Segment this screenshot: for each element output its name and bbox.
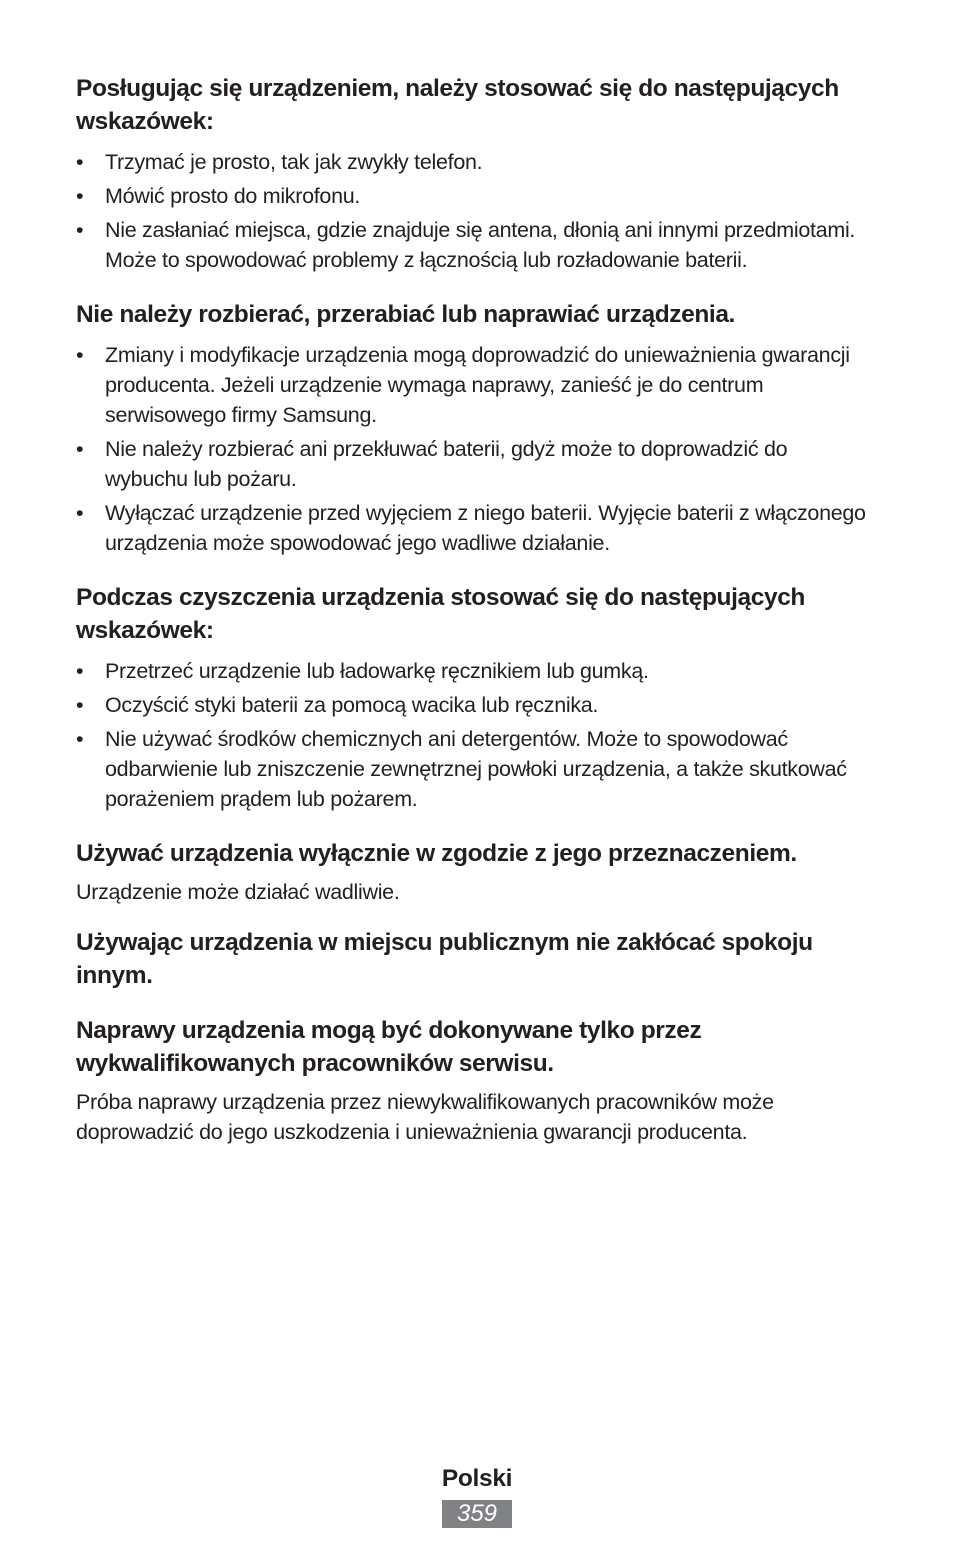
section-heading: Używając urządzenia w miejscu publicznym nie zakłócać spokoju innym. xyxy=(76,929,813,989)
section-public-use xyxy=(76,926,866,992)
bullet-icon: • xyxy=(76,659,84,683)
list-item xyxy=(76,498,866,558)
list-item xyxy=(76,181,866,211)
section-qualified-repair xyxy=(76,1014,866,1147)
list-item-text: Wyłączać urządzenie przed wyjęciem z niego baterii. Wyjęcie baterii z włączonego urządzenia może spowodować jego wadliwe działanie. xyxy=(105,501,866,555)
bullet-icon: • xyxy=(76,501,84,525)
section-heading: Naprawy urządzenia mogą być dokonywane tylko przez wykwalifikowanych pracowników serwisu. xyxy=(76,1017,702,1077)
section-text: Próba naprawy urządzenia przez niewykwalifikowanych pracowników może doprowadzić do jego uszkodzenia i unieważnienia gwarancji producenta. xyxy=(76,1090,774,1144)
list-item xyxy=(76,147,866,177)
list-item xyxy=(76,340,866,430)
document-body xyxy=(76,72,866,1147)
list-item-text: Nie należy rozbierać ani przekłuwać baterii, gdyż może to doprowadzić do wybuchu lub pożaru. xyxy=(105,437,788,491)
list-item xyxy=(76,656,866,686)
section-heading: Podczas czyszczenia urządzenia stosować się do następujących wskazówek: xyxy=(76,584,805,644)
list-item-text: Przetrzeć urządzenie lub ładowarkę ręcznikiem lub gumką. xyxy=(105,659,649,683)
section-no-disassembly xyxy=(76,298,866,558)
list-item xyxy=(76,690,866,720)
list-item-text: Mówić prosto do mikrofonu. xyxy=(105,184,361,208)
section-heading: Posługując się urządzeniem, należy stosować się do następujących wskazówek: xyxy=(76,75,839,135)
section-usage-guidelines xyxy=(76,72,866,275)
list-item xyxy=(76,215,866,275)
list-item-text: Trzymać je prosto, tak jak zwykły telefon. xyxy=(105,150,483,174)
list-item-text: Nie używać środków chemicznych ani detergentów. Może to spowodować odbarwienie lub zniszczenie zewnętrznej powłoki urządzenia, a także skutkować porażeniem prądem lub pożarem. xyxy=(105,727,847,811)
list-item-text: Nie zasłaniać miejsca, gdzie znajduje się antena, dłonią ani innymi przedmiotami. Może to spowodować problemy z łącznością lub rozładowanie baterii. xyxy=(105,218,856,272)
bullet-icon: • xyxy=(76,693,84,717)
bullet-list xyxy=(76,147,866,275)
bullet-icon: • xyxy=(76,343,84,367)
page-number-badge: 359 xyxy=(442,1500,512,1528)
bullet-icon: • xyxy=(76,150,84,174)
list-item xyxy=(76,434,866,494)
footer-language: Polski xyxy=(441,1465,513,1492)
list-item xyxy=(76,724,866,814)
section-intended-use xyxy=(76,837,866,907)
list-item-text: Oczyścić styki baterii za pomocą wacika lub ręcznika. xyxy=(105,693,599,717)
list-item-text: Zmiany i modyfikacje urządzenia mogą doprowadzić do unieważnienia gwarancji producenta. Jeżeli urządzenie wymaga naprawy, zanieść je do centrum serwisowego firmy Samsung. xyxy=(105,343,850,427)
bullet-list xyxy=(76,340,866,558)
section-heading: Używać urządzenia wyłącznie w zgodzie z jego przeznaczeniem. xyxy=(76,840,797,867)
section-text: Urządzenie może działać wadliwie. xyxy=(76,880,400,904)
bullet-icon: • xyxy=(76,218,84,242)
bullet-icon: • xyxy=(76,727,84,751)
page-footer xyxy=(0,1462,954,1528)
section-cleaning xyxy=(76,581,866,814)
bullet-list xyxy=(76,656,866,814)
bullet-icon: • xyxy=(76,184,84,208)
bullet-icon: • xyxy=(76,437,84,461)
section-heading: Nie należy rozbierać, przerabiać lub naprawiać urządzenia. xyxy=(76,301,735,328)
